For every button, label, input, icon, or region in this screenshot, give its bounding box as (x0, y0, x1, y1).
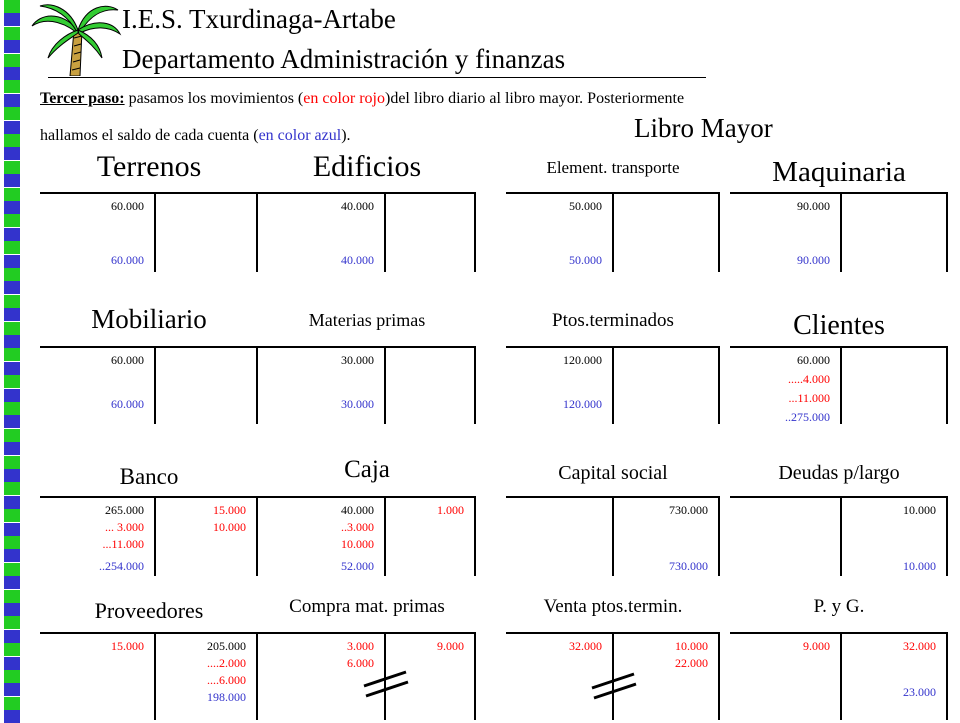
account-header-line (258, 346, 476, 348)
debit-entry: 30.000 (341, 353, 374, 367)
strip-square (4, 402, 20, 415)
account-name: Edificios (312, 150, 422, 183)
strip-square (4, 27, 20, 40)
strip-square (4, 469, 20, 482)
account-right-edge (474, 192, 476, 272)
account-right-edge (718, 632, 720, 720)
account-right-edge (256, 632, 258, 720)
strip-square (4, 670, 20, 683)
debit-entry: ...11.000 (102, 537, 144, 551)
strip-square (4, 496, 20, 509)
strip-square (4, 697, 20, 710)
strip-square (4, 710, 20, 723)
account-right-edge (946, 346, 948, 424)
account-name: Ptos.terminados (552, 310, 674, 331)
account-divider (612, 192, 614, 272)
strip-square (4, 536, 20, 549)
account-header-line (258, 496, 476, 498)
credit-entry: 22.000 (675, 656, 708, 670)
strip-square (4, 94, 20, 107)
debit-entry: 60.000 (111, 199, 144, 213)
strip-square (4, 563, 20, 576)
strip-square (4, 429, 20, 442)
closed-account-mark (590, 670, 640, 700)
account-divider (840, 192, 842, 272)
account-balance: 198.000 (207, 690, 246, 704)
strip-square (4, 134, 20, 147)
strip-square (4, 509, 20, 522)
credit-entry: 9.000 (437, 639, 464, 653)
account-name: Banco (119, 464, 179, 489)
credit-entry: 1.000 (437, 503, 464, 517)
account-balance: 30.000 (341, 397, 374, 411)
strip-square (4, 188, 20, 201)
account-header-line (40, 346, 258, 348)
account-right-edge (718, 496, 720, 576)
account-balance: 23.000 (903, 685, 936, 699)
strip-square (4, 121, 20, 134)
strip-square (4, 281, 20, 294)
account-balance: 60.000 (111, 397, 144, 411)
account-right-edge (474, 632, 476, 720)
strip-square (4, 308, 20, 321)
credit-entry: 10.000 (213, 520, 246, 534)
account-name: Materias primas (308, 310, 426, 330)
account-divider (840, 346, 842, 424)
palm-tree-icon (30, 0, 122, 76)
school-name: I.E.S. Txurdinaga-Artabe (122, 4, 396, 34)
strip-square (4, 389, 20, 402)
account-balance: 60.000 (111, 253, 144, 267)
account-balance: 730.000 (669, 559, 708, 573)
account-balance: 10.000 (903, 559, 936, 573)
debit-entry: 40.000 (341, 199, 374, 213)
debit-entry: ...11.000 (788, 391, 830, 405)
account-right-edge (256, 192, 258, 272)
credit-entry: 730.000 (669, 503, 708, 517)
account-right-edge (718, 192, 720, 272)
account-divider (154, 496, 156, 576)
account-header-line (40, 632, 258, 634)
account-name: Caja (344, 456, 390, 483)
closed-account-mark (362, 668, 412, 698)
debit-entry: .....4.000 (788, 372, 830, 386)
account-name: Venta ptos.termin. (543, 596, 683, 617)
debit-entry: 6.000 (347, 656, 374, 670)
account-name: Maquinaria (772, 156, 906, 188)
intro-blue-text: en color azul (258, 127, 342, 144)
strip-square (4, 201, 20, 214)
strip-square (4, 482, 20, 495)
strip-square (4, 228, 20, 241)
debit-entry: ..3.000 (341, 520, 374, 534)
strip-square (4, 630, 20, 643)
account-header-line (730, 632, 948, 634)
debit-entry: 9.000 (803, 639, 830, 653)
account-divider (384, 192, 386, 272)
account-divider (154, 632, 156, 720)
account-header-line (258, 632, 476, 634)
account-right-edge (256, 496, 258, 576)
strip-square (4, 657, 20, 670)
debit-entry: 32.000 (569, 639, 602, 653)
intro-lead: Tercer paso: (40, 90, 125, 107)
debit-entry: 60.000 (111, 353, 144, 367)
strip-square (4, 643, 20, 656)
account-name: Mobiliario (91, 304, 207, 334)
debit-entry: 15.000 (111, 639, 144, 653)
account-divider (840, 496, 842, 576)
intro-text-1: pasamos los movimientos ( (124, 90, 304, 107)
account-name: Element. transporte (546, 158, 680, 177)
account-header-line (40, 192, 258, 194)
strip-square (4, 362, 20, 375)
strip-square (4, 161, 20, 174)
strip-square (4, 322, 20, 335)
credit-entry: ....6.000 (207, 673, 246, 687)
debit-entry: 50.000 (569, 199, 602, 213)
debit-entry: 3.000 (347, 639, 374, 653)
strip-square (4, 174, 20, 187)
debit-entry: 265.000 (105, 503, 144, 517)
account-balance: 120.000 (563, 397, 602, 411)
debit-entry: 10.000 (341, 537, 374, 551)
account-divider (612, 496, 614, 576)
account-balance: 40.000 (341, 253, 374, 267)
debit-entry: 90.000 (797, 199, 830, 213)
intro-line-2 (40, 127, 351, 145)
account-right-edge (474, 346, 476, 424)
account-balance: 50.000 (569, 253, 602, 267)
account-header-line (258, 192, 476, 194)
account-header-line (730, 496, 948, 498)
account-right-edge (256, 346, 258, 424)
strip-square (4, 335, 20, 348)
strip-square (4, 214, 20, 227)
account-name: P. y G. (813, 596, 865, 617)
intro-line-1 (40, 90, 684, 108)
account-right-edge (718, 346, 720, 424)
intro-text-2: )del libro diario al libro mayor. Posteriormente (385, 90, 685, 107)
account-right-edge (946, 632, 948, 720)
credit-entry: 10.000 (903, 503, 936, 517)
account-balance: ..254.000 (99, 559, 144, 573)
strip-square (4, 616, 20, 629)
strip-square (4, 40, 20, 53)
debit-entry: 120.000 (563, 353, 602, 367)
account-balance: ..275.000 (785, 410, 830, 424)
account-name: Clientes (793, 310, 885, 341)
strip-square (4, 107, 20, 120)
strip-square (4, 442, 20, 455)
account-right-edge (946, 192, 948, 272)
credit-entry: 205.000 (207, 639, 246, 653)
account-name: Proveedores (94, 598, 204, 623)
strip-square (4, 348, 20, 361)
account-name: Terrenos (96, 150, 202, 183)
intro-text-3: hallamos el saldo de cada cuenta ( (40, 127, 259, 144)
account-balance: 90.000 (797, 253, 830, 267)
debit-entry: 40.000 (341, 503, 374, 517)
strip-square (4, 241, 20, 254)
account-name: Capital social (558, 462, 668, 484)
department-name: Departamento Administración y finanzas (122, 44, 566, 74)
credit-entry: 32.000 (903, 639, 936, 653)
ledger-title: Libro Mayor (634, 113, 773, 143)
decorative-bullet-strip (0, 0, 24, 720)
header-divider (48, 77, 706, 78)
strip-square (4, 415, 20, 428)
strip-square (4, 67, 20, 80)
strip-square (4, 603, 20, 616)
intro-text-4: ). (341, 127, 351, 144)
intro-red-text: en color rojo (303, 90, 385, 107)
account-right-edge (474, 496, 476, 576)
strip-square (4, 268, 20, 281)
strip-square (4, 375, 20, 388)
account-divider (154, 346, 156, 424)
strip-square (4, 13, 20, 26)
account-divider (384, 496, 386, 576)
strip-square (4, 0, 20, 13)
credit-entry: ....2.000 (207, 656, 246, 670)
strip-square (4, 295, 20, 308)
account-divider (384, 346, 386, 424)
account-right-edge (946, 496, 948, 576)
strip-square (4, 54, 20, 67)
debit-entry: 60.000 (797, 353, 830, 367)
debit-entry: ... 3.000 (105, 520, 144, 534)
strip-square (4, 147, 20, 160)
strip-square (4, 576, 20, 589)
account-header-line (730, 192, 948, 194)
strip-square (4, 683, 20, 696)
account-header-line (40, 496, 258, 498)
strip-square (4, 549, 20, 562)
account-balance: 52.000 (341, 559, 374, 573)
strip-square (4, 590, 20, 603)
account-divider (154, 192, 156, 272)
account-divider (840, 632, 842, 720)
strip-square (4, 255, 20, 268)
account-header-line (730, 346, 948, 348)
account-divider (612, 346, 614, 424)
credit-entry: 15.000 (213, 503, 246, 517)
account-name: Deudas p/largo (778, 462, 900, 484)
strip-square (4, 456, 20, 469)
strip-square (4, 80, 20, 93)
strip-square (4, 523, 20, 536)
credit-entry: 10.000 (675, 639, 708, 653)
account-name: Compra mat. primas (289, 596, 445, 617)
